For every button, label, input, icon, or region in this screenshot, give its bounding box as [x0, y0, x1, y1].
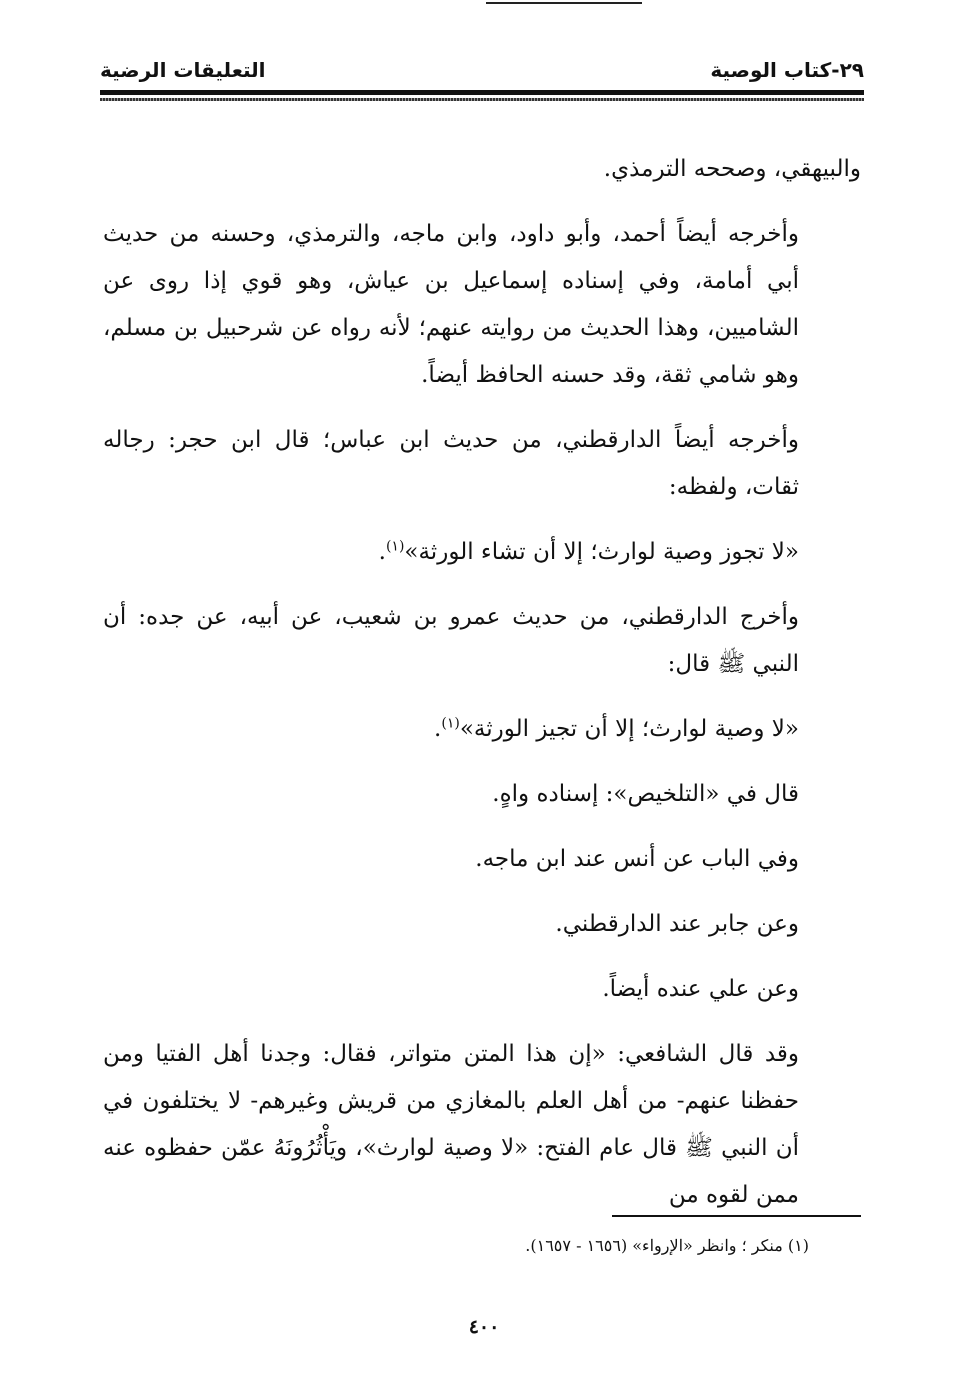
- hadith-quote-1: «لا تجوز وصية لوارث؛ إلا أن تشاء الورثة»$^{(١)}$.: [378, 538, 799, 565]
- paragraph-3: وأخرجه أيضاً الدارقطني، من حديث ابن عباس؛ قال ابن حجر: رجاله ثقات، ولفظه:: [103, 427, 799, 500]
- footnote: (١) منكر ؛ وانظر «الإرواء» (١٦٥٦ - ١٦٥٧).: [525, 1236, 809, 1255]
- paragraph-2: وأخرجه أيضاً أحمد، وأبو داود، وابن ماجه، والترمذي، وحسنه من حديث أبي أمامة، وفي إسناده إسماعيل بن عياش، وهو قوي إذا روى عن الشاميين، وهذا الحديث من روايته عنهم؛ لأنه رواه عن شرحبيل بن مسلم، وهو شامي ثقة، وقد حسنه الحافظ أيضاً.: [103, 221, 799, 388]
- hadith-text-2: «لا وصية لوارث؛ إلا أن تجيز الورثة»: [459, 716, 799, 742]
- paragraph-8: وعن علي عنده أيضاً.: [602, 976, 799, 1002]
- footnote-separator: [612, 1215, 861, 1217]
- paragraph-6: وفي الباب عن أنس عند ابن ماجه.: [475, 846, 799, 872]
- top-decorative-rule: [486, 2, 642, 4]
- header-rule-textured: [100, 98, 864, 101]
- header-rule: [100, 90, 864, 95]
- page-number: ٤٠٠: [468, 1316, 500, 1338]
- hadith-text-1: «لا تجوز وصية لوارث؛ إلا أن تشاء الورثة»: [404, 539, 799, 565]
- footnote-mark-1: (١): [385, 538, 405, 555]
- page-body: [103, 146, 861, 1219]
- footnote-mark-2: (١): [441, 715, 460, 732]
- paragraph-1: والبيهقي، وصححه الترمذي.: [603, 156, 861, 182]
- running-header: [100, 58, 864, 88]
- hadith-quote-2: «لا وصية لوارث؛ إلا أن تجيز الورثة»$^{(١)}$.: [434, 715, 799, 742]
- chapter-title: ٢٩-كتاب الوصية: [710, 58, 864, 82]
- paragraph-7: وعن جابر عند الدارقطني.: [555, 911, 799, 937]
- book-title: التعليقات الرضية: [100, 58, 266, 82]
- paragraph-5: قال في «التلخيص»: إسناده واهٍ.: [492, 781, 799, 807]
- paragraph-9: وقد قال الشافعي: «إن هذا المتن متواتر، فقال: وجدنا أهل الفتيا ومن حفظنا عنهم- من أهل العلم بالمغازي من قريش وغيرهم- لا يختلفون في أن النبي ﷺ قال عام الفتح: «لا وصية لوارث»، ويَأْثُرُونَهُ عمّن حفظوه عنه ممن لقوه من: [103, 1041, 799, 1208]
- paragraph-4: وأخرج الدارقطني، من حديث عمرو بن شعيب، عن أبيه، عن جده: أن النبي ﷺ قال:: [103, 604, 799, 677]
